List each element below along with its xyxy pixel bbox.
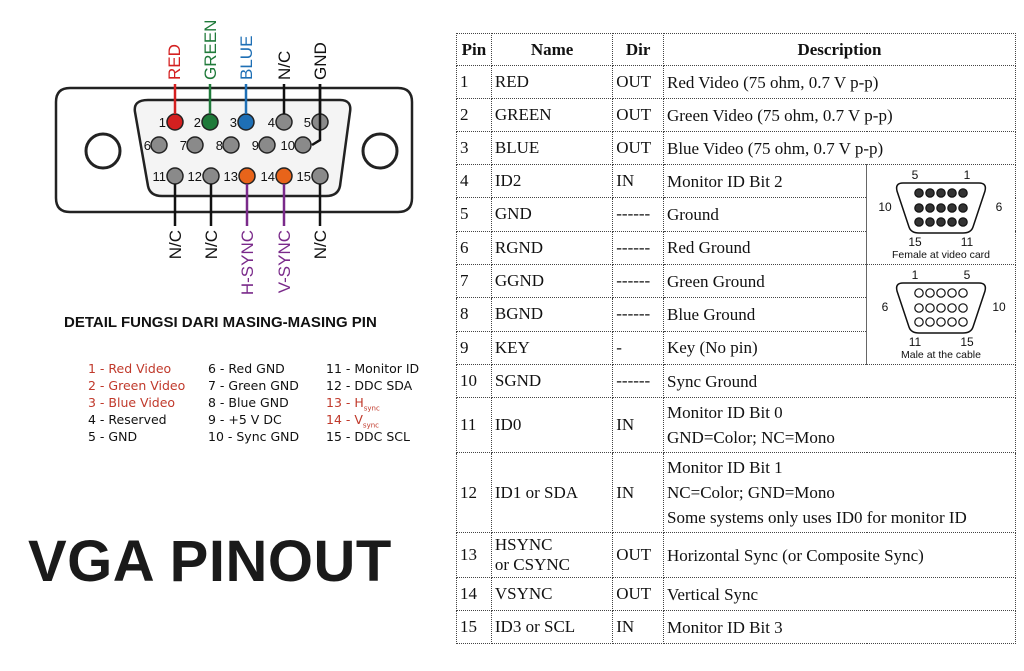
cell-description: [663, 198, 866, 231]
connector-pin: [203, 168, 219, 184]
male-mini-pin: [915, 304, 923, 312]
male-mini-pin: [959, 289, 967, 297]
male-mini-pin: [915, 289, 923, 297]
description-line: Key (No pin): [666, 338, 758, 358]
description-line: Green Ground: [666, 271, 765, 291]
male-connector-cell: [867, 265, 1016, 365]
cell-pin: 1: [457, 66, 492, 99]
female-connector-label: Female at video card: [891, 249, 991, 259]
cell-dir: OUT: [613, 578, 664, 611]
male-mini-pin: [948, 289, 956, 297]
signal-label-bottom: N/C: [311, 230, 330, 260]
male-mini-pin: [926, 289, 934, 297]
description-line: Monitor ID Bit 3: [666, 617, 783, 637]
connector-pin: [259, 137, 275, 153]
pin-number: 11: [152, 169, 166, 184]
cell-pin: 9: [457, 331, 492, 364]
mounting-hole-left: [86, 134, 120, 168]
cell-name: HSYNC or CSYNC: [491, 533, 612, 578]
male-connector-label: Male at the cable: [901, 349, 981, 359]
mounting-hole-right: [363, 134, 397, 168]
cell-name: BGND: [491, 298, 612, 331]
table-row: [457, 578, 1016, 611]
description-line: GND=Color; NC=Mono: [666, 428, 835, 447]
cell-dir: ------: [613, 365, 664, 398]
female-connector-label: 10: [878, 200, 892, 214]
female-mini-pin: [915, 189, 923, 197]
female-mini-pin: [926, 218, 934, 226]
cell-name: RGND: [491, 231, 612, 264]
cell-pin: 14: [457, 578, 492, 611]
male-connector-label: 5: [963, 268, 971, 282]
legend-item: 4 - Reserved: [88, 412, 167, 427]
male-mini-pin: [915, 318, 923, 326]
connector-pin: [276, 168, 292, 184]
signal-label-bottom: N/C: [202, 230, 221, 260]
cell-name: RED: [491, 66, 612, 99]
pin-number: 2: [193, 115, 201, 130]
cell-dir: OUT: [613, 132, 664, 165]
pin-number: 3: [229, 115, 237, 130]
female-mini-pin: [915, 218, 923, 226]
cell-description: [663, 611, 1015, 644]
cell-name: GND: [491, 198, 612, 231]
connector-pin: [202, 114, 218, 130]
table-row: [457, 265, 1016, 298]
female-mini-pin: [948, 204, 956, 212]
cell-dir: IN: [613, 611, 664, 644]
legend-item: 3 - Blue Video: [88, 395, 176, 410]
description-line: Blue Ground: [666, 304, 756, 324]
cell-description: [663, 265, 866, 298]
pin-number: 12: [187, 169, 202, 184]
description-line: Some systems only uses ID0 for monitor ID: [666, 508, 967, 527]
female-connector-label: 1: [963, 168, 971, 182]
cell-pin: 2: [457, 99, 492, 132]
cell-dir: -: [613, 331, 664, 364]
connector-pin: [239, 168, 255, 184]
cell-pin: 3: [457, 132, 492, 165]
female-mini-pin: [959, 204, 967, 212]
table-row: [457, 453, 1016, 533]
cell-description: [663, 578, 1015, 611]
cell-description: [663, 533, 1015, 578]
cell-description: [663, 165, 866, 198]
signal-label-top: RED: [165, 44, 184, 80]
connector-pin: [312, 168, 328, 184]
cell-dir: IN: [613, 165, 664, 198]
signal-label-top: N/C: [275, 50, 294, 80]
vga-connector-diagram: [0, 0, 450, 310]
table-row: [457, 611, 1016, 644]
pin-number: 1: [158, 115, 166, 130]
cell-description: [663, 231, 866, 264]
cell-pin: 5: [457, 198, 492, 231]
male-connector-icon: [867, 265, 1015, 359]
cell-name: ID3 or SCL: [491, 611, 612, 644]
male-connector-label: 1: [911, 268, 919, 282]
connector-pin: [167, 168, 183, 184]
description-line: Horizontal Sync (or Composite Sync): [666, 545, 924, 565]
description-line: Green Video (75 ohm, 0.7 V p-p): [666, 105, 893, 125]
cell-name: ID0: [491, 398, 612, 453]
female-connector-label: 6: [995, 200, 1003, 214]
female-mini-pin: [959, 189, 967, 197]
description-line: Ground: [666, 204, 719, 224]
cell-dir: ------: [613, 198, 664, 231]
connector-pin: [151, 137, 167, 153]
cell-name: KEY: [491, 331, 612, 364]
legend-item: 7 - Green GND: [208, 378, 299, 393]
pin-number: 10: [280, 138, 295, 153]
cell-name: SGND: [491, 365, 612, 398]
male-connector-label: 6: [881, 300, 889, 314]
cell-pin: 13: [457, 533, 492, 578]
female-connector-icon: [867, 165, 1015, 259]
legend-item: 5 - GND: [88, 429, 138, 444]
cell-dir: IN: [613, 398, 664, 453]
cell-description: [663, 398, 1015, 453]
table-row: [457, 533, 1016, 578]
pin-number: 4: [267, 115, 275, 130]
signal-label-bottom: N/C: [166, 230, 185, 260]
cell-pin: 7: [457, 265, 492, 298]
legend-column-3: [326, 360, 419, 445]
cell-name: BLUE: [491, 132, 612, 165]
table-row: [457, 398, 1016, 453]
male-mini-pin: [948, 304, 956, 312]
male-mini-pin: [937, 318, 945, 326]
signal-label-top: BLUE: [237, 35, 256, 80]
female-mini-pin: [937, 189, 945, 197]
connector-pin: [223, 137, 239, 153]
description-line: Red Video (75 ohm, 0.7 V p-p): [666, 72, 879, 92]
cell-dir: ------: [613, 231, 664, 264]
signal-label-top: GREEN: [201, 19, 220, 80]
table-row: [457, 66, 1016, 99]
cell-dir: ------: [613, 298, 664, 331]
cell-pin: 10: [457, 365, 492, 398]
legend-item: 1 - Red Video: [88, 361, 172, 376]
male-mini-pin: [926, 318, 934, 326]
cell-description: [663, 99, 1015, 132]
cell-name: GGND: [491, 265, 612, 298]
female-connector-label: 11: [960, 235, 974, 249]
description-line: Monitor ID Bit 2: [666, 171, 783, 191]
cell-pin: 6: [457, 231, 492, 264]
male-connector-label: 11: [908, 335, 922, 349]
legend-column-2: [208, 360, 299, 445]
description-line: Monitor ID Bit 0: [666, 403, 783, 422]
cell-description: [663, 365, 1015, 398]
female-mini-pin: [948, 189, 956, 197]
male-mini-pin: [937, 289, 945, 297]
pin-number: 5: [303, 115, 311, 130]
legend-item: 10 - Sync GND: [208, 429, 300, 444]
male-mini-pin: [959, 304, 967, 312]
table-body: [457, 66, 1016, 644]
pin-number: 7: [179, 138, 187, 153]
header-description: Description: [663, 34, 1015, 66]
pin-number: 15: [296, 169, 311, 184]
female-connector-label: 5: [911, 168, 919, 182]
male-mini-pin: [937, 304, 945, 312]
legend-item: 12 - DDC SDA: [326, 378, 413, 393]
connector-pin: [238, 114, 254, 130]
cell-description: [663, 132, 1015, 165]
description-line: Red Ground: [666, 238, 751, 258]
female-mini-pin: [926, 189, 934, 197]
pin-number: 13: [223, 169, 238, 184]
cell-description: [663, 298, 866, 331]
table-row: [457, 165, 1016, 198]
pin-number: 9: [251, 138, 259, 153]
signal-label-bottom: H-SYNC: [238, 230, 257, 296]
male-mini-pin: [948, 318, 956, 326]
pinout-table: [456, 33, 1016, 644]
vga-pinout-title: VGA PINOUT: [28, 529, 392, 594]
pin-function-heading: DETAIL FUNGSI DARI MASING-MASING PIN: [64, 314, 377, 331]
cell-pin: 4: [457, 165, 492, 198]
female-mini-pin: [937, 204, 945, 212]
cell-pin: 15: [457, 611, 492, 644]
legend-item: 9 - +5 V DC: [208, 412, 282, 427]
male-connector-label: 15: [960, 335, 974, 349]
cell-name: GREEN: [491, 99, 612, 132]
legend-column-1: [88, 360, 185, 445]
legend-item: 11 - Monitor ID: [326, 361, 420, 376]
connector-pin: [167, 114, 183, 130]
legend-item: 6 - Red GND: [208, 361, 285, 376]
pin-number: 8: [215, 138, 223, 153]
male-mini-pin: [959, 318, 967, 326]
cell-dir: OUT: [613, 99, 664, 132]
header-name: Name: [491, 34, 612, 66]
table-header-row: [457, 34, 1016, 66]
cell-pin: 8: [457, 298, 492, 331]
description-line: NC=Color; GND=Mono: [666, 483, 835, 502]
cell-name: ID2: [491, 165, 612, 198]
connector-pin: [187, 137, 203, 153]
pin-number: 6: [143, 138, 151, 153]
legend-item: $13 - H_{sync}$: [326, 395, 380, 413]
female-mini-pin: [959, 218, 967, 226]
male-connector-label: 10: [992, 300, 1006, 314]
table-row: [457, 365, 1016, 398]
female-connector-label: 15: [908, 235, 922, 249]
connector-pin: [276, 114, 292, 130]
description-line: Blue Video (75 ohm, 0.7 V p-p): [666, 138, 884, 158]
header-dir: Dir: [613, 34, 664, 66]
female-mini-pin: [915, 204, 923, 212]
table-row: [457, 99, 1016, 132]
cell-dir: OUT: [613, 66, 664, 99]
table-row: [457, 132, 1016, 165]
cell-name: ID1 or SDA: [491, 453, 612, 533]
cell-pin: 12: [457, 453, 492, 533]
pin-number: 14: [260, 169, 275, 184]
legend-item: 15 - DDC SCL: [326, 429, 410, 444]
legend-item: 8 - Blue GND: [208, 395, 289, 410]
cell-dir: OUT: [613, 533, 664, 578]
legend-item: $14 - V_{sync}$: [326, 412, 379, 430]
signal-label-top: GND: [311, 42, 330, 80]
cell-name: VSYNC: [491, 578, 612, 611]
male-mini-pin: [926, 304, 934, 312]
cell-pin: 11: [457, 398, 492, 453]
female-mini-pin: [937, 218, 945, 226]
connector-pin: [295, 137, 311, 153]
cell-description: [663, 66, 1015, 99]
female-mini-pin: [948, 218, 956, 226]
description-line: Sync Ground: [666, 371, 758, 391]
female-mini-pin: [926, 204, 934, 212]
header-pin: Pin: [457, 34, 492, 66]
description-line: Monitor ID Bit 1: [666, 458, 783, 477]
female-connector-cell: [867, 165, 1016, 265]
cell-dir: IN: [613, 453, 664, 533]
legend-item: 2 - Green Video: [88, 378, 186, 393]
signal-label-bottom: V-SYNC: [275, 230, 294, 294]
cell-description: [663, 453, 1015, 533]
cell-description: [663, 331, 866, 364]
description-line: Vertical Sync: [666, 584, 759, 604]
cell-dir: ------: [613, 265, 664, 298]
